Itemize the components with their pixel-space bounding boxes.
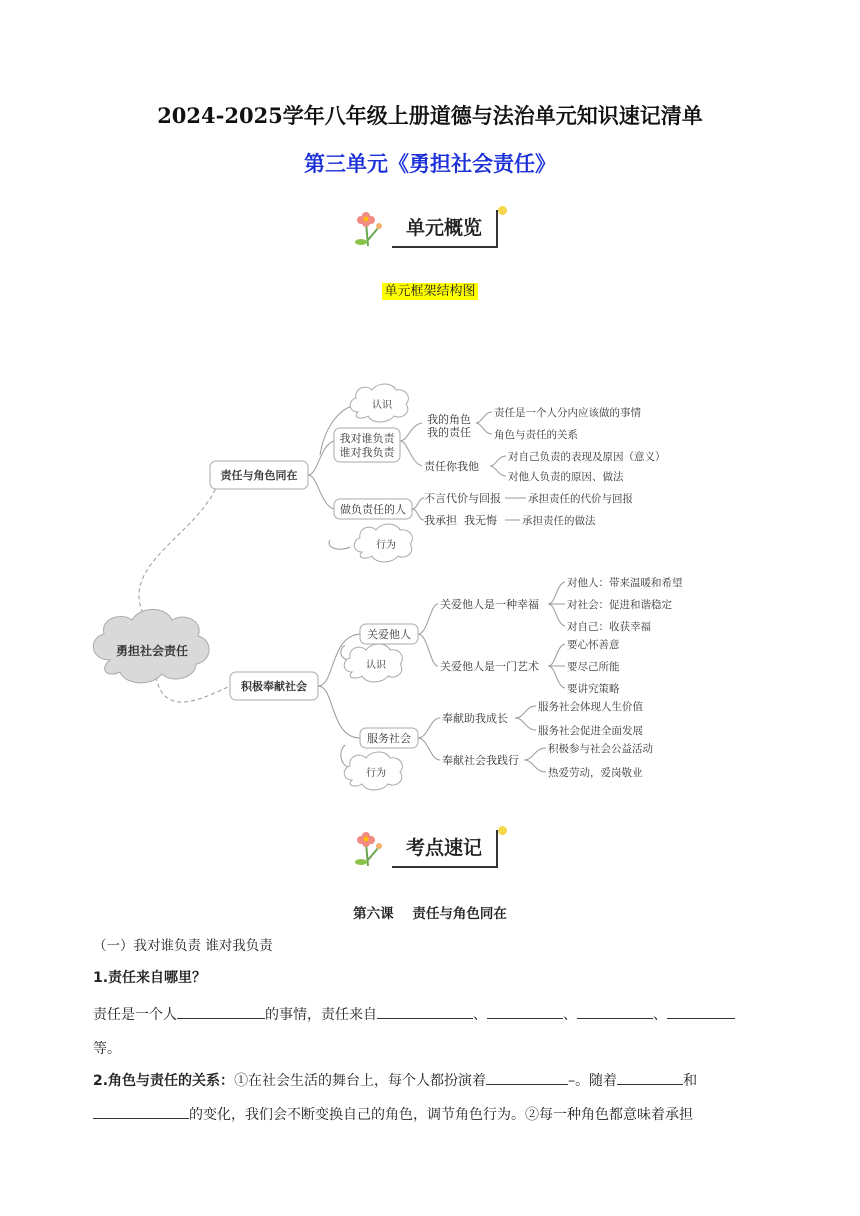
connector (515, 706, 536, 718)
question-1-text (93, 998, 767, 1066)
fill-blank[interactable] (577, 1004, 653, 1019)
node-text: 我的角色 (427, 413, 471, 426)
connector (400, 423, 422, 441)
connector (524, 760, 546, 772)
overview-badge-label: 单元概览 (392, 210, 498, 248)
node-text: 我对谁负责 (339, 432, 395, 445)
node-text: 做负责任的人 (340, 503, 406, 516)
branch1-leaves (494, 406, 666, 527)
connector (524, 748, 546, 760)
connector (318, 686, 360, 738)
leaf-text: 承担责任的做法 (522, 515, 596, 527)
connector (341, 745, 350, 768)
leaf-text: 对他人：带来温暖和希望 (567, 577, 683, 589)
leaf-text: 对他人负责的原因、做法 (508, 471, 624, 483)
node-text: 我的责任 (427, 426, 471, 439)
document-title: 2024-2025学年八年级上册道德与法治单元知识速记清单 (157, 103, 703, 128)
leaf-text: 积极参与社会公益活动 (548, 743, 653, 755)
connector (418, 738, 440, 760)
leaf-text: 对社会：促进和谐稳定 (567, 599, 672, 611)
fill-blank[interactable] (377, 1004, 473, 1019)
connector (412, 498, 424, 509)
connector (308, 475, 334, 509)
node-text: 服务社会 (367, 732, 411, 745)
connector (412, 509, 424, 520)
node-text: 关爱他人是一种幸福 (440, 598, 539, 611)
branch1-level3 (424, 412, 501, 527)
connector (548, 644, 565, 666)
connector (548, 666, 565, 688)
lesson-title: 第六课 责任与角色同在 (353, 906, 507, 922)
text-run: 、 (563, 1007, 577, 1023)
branch2-level3 (440, 597, 539, 767)
text-run: 、 (653, 1007, 667, 1023)
leaf-text: 要心怀善意 (567, 639, 620, 651)
node-text: 谁对我负责 (339, 446, 395, 459)
question-1-title-text: 1.责任来自哪里？ (93, 970, 207, 986)
text-run: 的变化，我们会不断变换自己的角色，调节角色行为。②每一种角色都意味着承担 (189, 1107, 693, 1123)
connector (329, 540, 350, 549)
connector-center-branch1 (139, 470, 260, 625)
leaf-text: 要尽己所能 (567, 661, 620, 673)
points-badge-label: 考点速记 (392, 830, 498, 868)
node-text: 不言代价与回报 (424, 492, 501, 505)
fill-blank[interactable] (667, 1004, 735, 1019)
cloud-behavior: 行为 (366, 768, 386, 779)
leaf-text: 服务社会体现人生价值 (538, 701, 643, 713)
node-text: 奉献社会我践行 (442, 754, 519, 767)
connector (341, 645, 350, 660)
node-text: 我承担 我无悔 (424, 514, 497, 527)
framework-label-text: 单元框架结构图 (384, 284, 476, 299)
connector (476, 423, 492, 434)
node-text: 奉献助我成长 (442, 712, 508, 725)
text-run: 、 (473, 1007, 487, 1023)
fill-blank[interactable] (93, 1104, 189, 1119)
node-text: 责任你我他 (424, 460, 479, 473)
connector (490, 456, 506, 466)
fill-blank[interactable] (177, 1004, 265, 1019)
leaf-text: 对自己：收获幸福 (567, 621, 651, 633)
node-text: 关爱他人是一门艺术 (440, 660, 539, 673)
connector (548, 604, 565, 626)
text-run: 的事情，责任来自 (265, 1007, 377, 1023)
cloud-recognize: 认识 (366, 660, 386, 671)
connector (308, 441, 334, 475)
text-run: 和 (683, 1073, 698, 1089)
branch2-leaves (538, 576, 683, 779)
leaf-text: 要讲究策略 (567, 683, 620, 695)
fill-blank[interactable] (487, 1004, 563, 1019)
branch2-label: 积极奉献社会 (241, 680, 307, 693)
fill-blank[interactable] (617, 1070, 683, 1085)
question-2-title: 2.角色与责任的关系： (93, 1073, 235, 1089)
badge-dot (498, 826, 507, 835)
section-heading: （一）我对谁负责 谁对我负责 (93, 938, 273, 954)
leaf-text: 对自己负责的表现及原因（意义） (508, 451, 666, 463)
framework-label (0, 280, 860, 299)
cloud-recognize: 认识 (372, 400, 392, 411)
connector (548, 582, 565, 604)
text-run: ①在社会生活的舞台上，每个人都扮演着 (234, 1073, 487, 1089)
unit-mindmap (0, 370, 860, 800)
points-badge (352, 826, 502, 870)
overview-badge (352, 206, 502, 250)
cloud-behavior: 行为 (376, 540, 396, 551)
leaf-text: 承担责任的代价与回报 (528, 493, 633, 505)
leaf-text: 热爱劳动，爱岗敬业 (548, 767, 643, 779)
branch1-label: 责任与角色同在 (220, 469, 298, 482)
connector (418, 604, 438, 634)
connector (400, 441, 422, 466)
question-1-title (93, 967, 206, 987)
center-label: 勇担社会责任 (115, 644, 189, 658)
flower-icon (352, 826, 392, 870)
node-text: 关爱他人 (367, 628, 411, 641)
connector (418, 718, 440, 738)
connector (418, 634, 438, 666)
leaf-text: 服务社会促进全面发展 (538, 725, 643, 737)
text-run: 责任是一个人 (93, 1007, 177, 1023)
badge-dot (498, 206, 507, 215)
leaf-text: 责任是一个人分内应该做的事情 (494, 407, 641, 419)
connector (490, 466, 506, 476)
center-cloud (93, 610, 209, 683)
connector (476, 412, 492, 423)
text-run: –。随着 (568, 1073, 618, 1089)
leaf-text: 角色与责任的关系 (494, 429, 578, 441)
fill-blank[interactable] (486, 1070, 568, 1085)
text-run: 等。 (93, 1041, 121, 1057)
unit-subtitle: 第三单元《勇担社会责任》 (304, 151, 556, 176)
connector (515, 718, 536, 730)
question-2-text (93, 1064, 767, 1132)
flower-icon (352, 206, 392, 250)
